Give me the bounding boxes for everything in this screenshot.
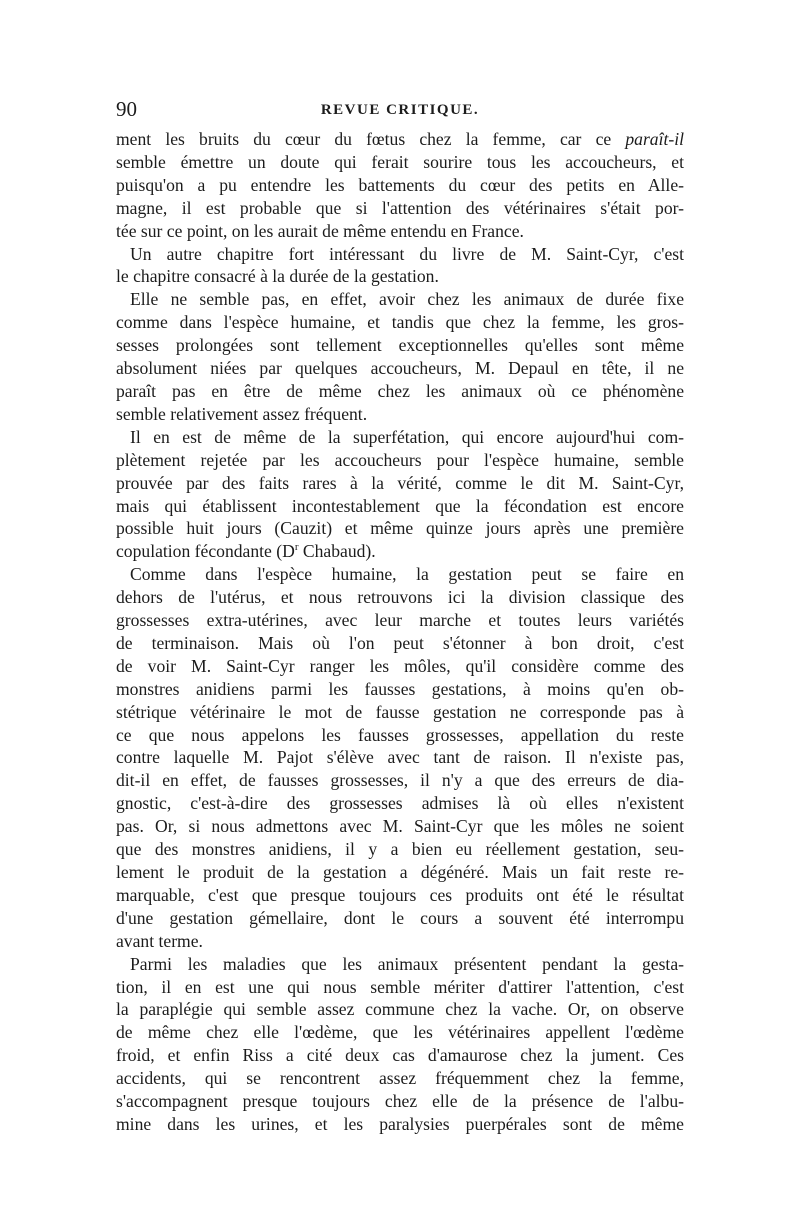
text-line: tée sur ce point, on les aurait de même entendu en France. — [116, 220, 524, 241]
text-line: prouvée par des faits rares à la vérité, comme le dit M. Saint-Cyr, — [116, 472, 684, 493]
text-line: grossesses extra-utérines, avec leur marche et toutes leurs variétés — [116, 610, 684, 631]
text-line: la paraplégie qui semble assez commune chez la vache. Or, on observe — [116, 999, 684, 1020]
text-line: semble émettre un doute qui ferait sourire tous les accoucheurs, et — [116, 151, 684, 172]
text-line: que des monstres anidiens, il y a bien eu réellement gestation, seu- — [116, 839, 684, 860]
text-line: Parmi les maladies que les animaux présentent pendant la gesta- — [130, 953, 684, 974]
text-line: plètement rejetée par les accoucheurs pour l'espèce humaine, semble — [116, 449, 684, 470]
text-line: pas. Or, si nous admettons avec M. Saint-Cyr que les môles ne soient — [116, 816, 684, 837]
text-line: le chapitre consacré à la durée de la gestation. — [116, 266, 439, 287]
text-line: dehors de l'utérus, et nous retrouvons ici la division classique des — [116, 587, 684, 608]
text-line: semble relativement assez fréquent. — [116, 403, 368, 424]
text-line: contre laquelle M. Pajot s'élève avec tant de raison. Il n'existe pas, — [116, 747, 684, 768]
text-line: froid, et enfin Riss a cité deux cas d'amaurose chez la jument. Ces — [116, 1045, 684, 1066]
italic-phrase: paraît-il — [625, 129, 684, 149]
journal-title: REVUE CRITIQUE. — [320, 102, 480, 118]
text-line: puisqu'on a pu entendre les battements du cœur des petits en Alle- — [116, 174, 684, 195]
text-line: paraît pas en être de même chez les animaux où ce phénomène — [116, 380, 684, 401]
text-line: ce que nous appelons les fausses grossesses, appellation du reste — [116, 724, 684, 745]
text-line: Comme dans l'espèce humaine, la gestation peut se faire en — [130, 564, 684, 585]
text-line: s'accompagnent presque toujours chez elle de la présence de l'albu- — [116, 1091, 684, 1112]
text-line: lement le produit de la gestation a dégénéré. Mais un fait reste re- — [116, 862, 684, 882]
text-line: de terminaison. Mais où l'on peut s'étonner à bon droit, c'est — [116, 632, 684, 653]
text-line: d'une gestation gémellaire, dont le cours a souvent été interrompu — [116, 907, 684, 928]
text-line: possible huit jours (Cauzit) et même quinze jours après une première — [116, 518, 684, 539]
text-line: monstres anidiens parmi les fausses gestations, à moins qu'en ob- — [116, 678, 684, 699]
text-line: sesses prolongées sont tellement exceptionnelles qu'elles sont même — [116, 335, 684, 356]
text-line: comme dans l'espèce humaine, et tandis que chez la femme, les gros- — [116, 312, 684, 333]
text-line: Un autre chapitre fort intéressant du livre de M. Saint-Cyr, c'est — [130, 243, 684, 264]
text-line: avant terme. — [116, 930, 203, 951]
text-line: ment les bruits du cœur du fœtus chez la femme, car ce paraît-il — [116, 129, 684, 149]
text-line: absolument niées par quelques accoucheurs, M. Depaul en tête, il ne — [116, 358, 684, 379]
text-line: accidents, qui se rencontrent assez fréquemment chez la femme, — [116, 1068, 684, 1089]
text-line: de même chez elle l'œdème, que les vétérinaires appellent l'œdème — [116, 1022, 684, 1043]
body-text — [116, 128, 684, 1136]
text-line: gnostic, c'est-à-dire des grossesses admises là où elles n'existent — [116, 793, 684, 814]
text-line: copulation fécondante ($D^r$ Chabaud). — [116, 541, 376, 562]
text-line: Il en est de même de la superfétation, qui encore aujourd'hui com- — [130, 426, 684, 447]
text-line: mais qui établissent incontestablement que la fécondation est encore — [116, 495, 684, 516]
text-line: de voir M. Saint-Cyr ranger les môles, qu'il considère comme des — [116, 655, 684, 676]
book-page — [116, 96, 684, 1136]
text-line: magne, il est probable que si l'attention des vétérinaires s'était por- — [116, 197, 684, 218]
text-line: Elle ne semble pas, en effet, avoir chez les animaux de durée fixe — [130, 289, 684, 310]
text-line: tion, il en est une qui nous semble mériter d'attirer l'attention, c'est — [116, 976, 684, 997]
text-line: marquable, c'est que presque toujours ces produits ont été le résultat — [116, 884, 684, 905]
text-line: dit-il en effet, de fausses grossesses, il n'y a que des erreurs de dia- — [116, 770, 684, 791]
text-line: mine dans les urines, et les paralysies puerpérales sont de même — [116, 1113, 684, 1134]
page-number: 90 — [116, 97, 137, 121]
text-line: stétrique vétérinaire le mot de fausse gestation ne corresponde pas à — [116, 701, 684, 722]
running-head — [116, 96, 684, 122]
